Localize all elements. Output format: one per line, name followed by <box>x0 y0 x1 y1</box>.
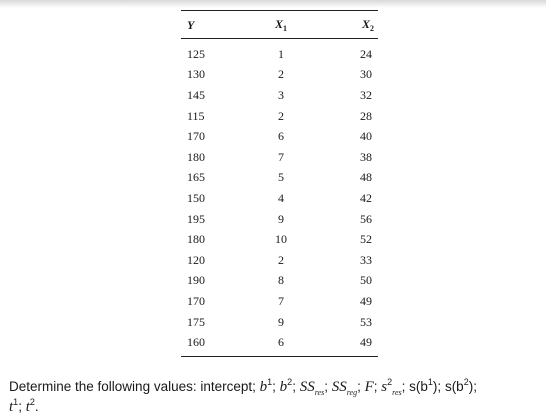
b1-symbol: b <box>259 379 268 395</box>
t2-superscript: 2 <box>29 397 35 407</box>
cell-x2: 28 <box>360 108 373 123</box>
sb2-superscript: 2 <box>463 377 469 387</box>
cell-x1: 4 <box>277 190 284 205</box>
cell-y: 115 <box>187 108 205 123</box>
table-row <box>181 209 378 230</box>
sb1-superscript: 1 <box>427 377 433 387</box>
ss-res-symbol: SS <box>299 379 315 395</box>
header-x2 <box>310 17 378 33</box>
cell-y: 175 <box>187 314 205 329</box>
cell-x2: 52 <box>360 232 373 247</box>
sb2-close: ) <box>468 379 474 394</box>
question-text <box>9 377 539 417</box>
end-period: . <box>34 399 39 414</box>
sep: ; <box>401 379 410 394</box>
cell-y: 170 <box>187 293 205 308</box>
cell-x2: 38 <box>360 149 373 164</box>
table-row <box>181 168 378 189</box>
header-y <box>181 18 252 33</box>
cell-x1: 6 <box>277 129 284 144</box>
sb2-open: s(b <box>444 379 464 394</box>
ss-res-subscript: res <box>314 388 325 397</box>
table-row <box>181 126 378 147</box>
sep: ; <box>357 379 365 394</box>
table-row <box>181 65 378 86</box>
data-table <box>181 10 378 357</box>
table-row <box>181 85 378 106</box>
cell-y: 165 <box>187 170 205 185</box>
cell-x2: 53 <box>360 314 373 329</box>
b1-superscript: 1 <box>267 377 273 387</box>
sep: ; <box>272 379 280 394</box>
cell-x2: 24 <box>360 46 373 61</box>
table-row <box>181 312 378 333</box>
cell-x2: 32 <box>360 87 373 102</box>
table-row <box>181 44 378 65</box>
cell-x1: 5 <box>277 170 284 185</box>
cell-x1: 9 <box>277 211 284 226</box>
table-header-row <box>181 11 378 33</box>
cell-x1: 9 <box>277 314 284 329</box>
s-res-superscript: 2 <box>387 377 393 387</box>
cell-x2: 42 <box>360 190 373 205</box>
table-row <box>181 147 378 168</box>
b2-symbol: b <box>279 379 288 395</box>
cell-x1: 1 <box>277 46 284 61</box>
cell-y: 145 <box>187 87 205 102</box>
header-x1 <box>252 17 311 33</box>
ss-reg-subscript: reg <box>346 388 358 397</box>
cell-x1: 7 <box>277 149 284 164</box>
cell-x2: 49 <box>360 293 373 308</box>
table-row <box>181 271 378 292</box>
t1-superscript: 1 <box>13 397 19 407</box>
header-y-label: Y <box>187 18 195 32</box>
cell-x2: 30 <box>360 67 373 82</box>
table-row <box>181 229 378 250</box>
table-row <box>181 250 378 271</box>
cell-x1: 2 <box>277 67 284 82</box>
cell-y: 130 <box>187 67 205 82</box>
cell-x1: 3 <box>277 87 284 102</box>
cell-y: 180 <box>187 232 205 247</box>
ss-reg-symbol: SS <box>331 379 347 395</box>
cell-y: 195 <box>187 211 205 226</box>
table-header-rule <box>181 38 378 39</box>
table-row <box>181 291 378 312</box>
cell-x2: 50 <box>360 273 373 288</box>
top-edge-shadow <box>0 0 546 8</box>
t1-symbol: t <box>9 399 14 415</box>
cell-y: 120 <box>187 252 205 267</box>
cell-x2: 40 <box>360 129 373 144</box>
cell-x1: 7 <box>277 293 284 308</box>
question-prefix: Determine the following values: intercept; <box>9 379 260 394</box>
cell-y: 125 <box>187 46 205 61</box>
cell-y: 150 <box>187 190 205 205</box>
s-res-subscript: res <box>392 388 402 397</box>
cell-x1: 2 <box>277 108 284 123</box>
cell-x1: 2 <box>277 252 284 267</box>
cell-y: 160 <box>187 335 205 350</box>
cell-x2: 33 <box>360 252 373 267</box>
s-res-symbol: s <box>381 379 388 395</box>
table-row <box>181 106 378 127</box>
sep: ; <box>473 379 477 394</box>
table-body <box>181 44 378 353</box>
header-x1-subscript: 1 <box>283 24 287 33</box>
table-row <box>181 188 378 209</box>
cell-x1: 10 <box>274 232 287 247</box>
cell-x2: 48 <box>360 170 373 185</box>
header-x2-subscript: 2 <box>370 24 375 33</box>
table-row <box>181 332 378 353</box>
sep: ; <box>18 399 26 414</box>
sep: ; <box>292 379 300 394</box>
table-bottom-rule <box>181 356 378 357</box>
sep: ; <box>373 379 382 394</box>
header-x2-label: X <box>362 17 371 31</box>
cell-y: 180 <box>187 149 205 164</box>
cell-y: 190 <box>187 273 205 288</box>
sep: ; <box>437 379 445 394</box>
cell-x2: 49 <box>360 335 373 350</box>
cell-y: 170 <box>187 129 205 144</box>
cell-x1: 6 <box>277 335 284 350</box>
b2-superscript: 2 <box>287 377 293 387</box>
cell-x1: 8 <box>277 273 284 288</box>
t2-symbol: t <box>25 399 30 415</box>
cell-x2: 56 <box>360 211 373 226</box>
sb1-close: ) <box>432 379 438 394</box>
sb1-open: s(b <box>409 379 428 394</box>
sep: ; <box>324 379 332 394</box>
f-symbol: F <box>364 379 374 395</box>
header-x1-label: X <box>274 17 283 31</box>
